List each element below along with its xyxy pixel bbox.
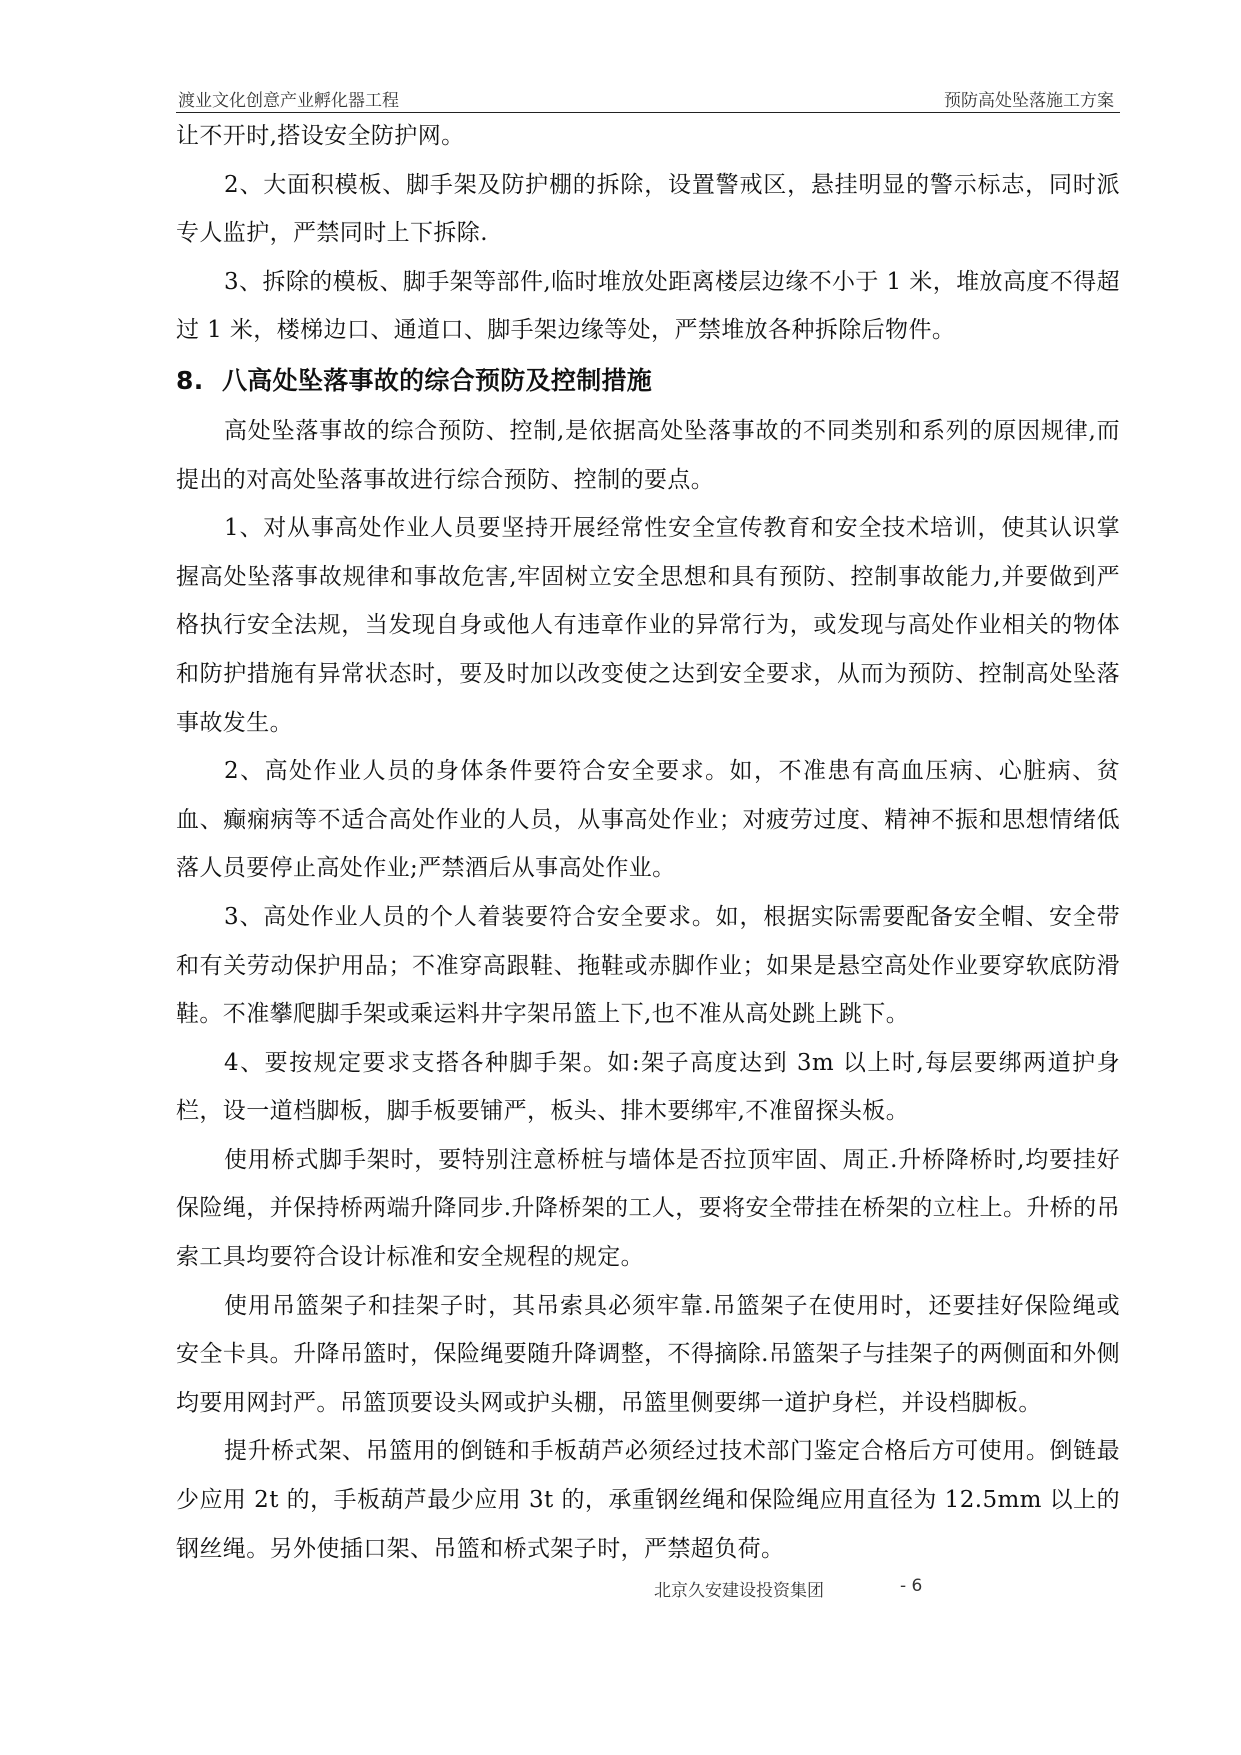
paragraph-measure-2: 2、高处作业人员的身体条件要符合安全要求。如，不准患有高血压病、心脏病、贫血、癫痫病等不适合高处作业的人员，从事高处作业；对疲劳过度、精神不振和思想情绪低落人员要停止高处作业;严禁酒后从事高处作业。 xyxy=(176,758,1120,882)
page-footer xyxy=(0,1576,1241,1606)
page-number: - 6 xyxy=(900,1576,923,1596)
section-number: 8. xyxy=(176,365,204,395)
page-header xyxy=(176,86,1120,113)
paragraph-hanging-basket: 使用吊篮架子和挂架子时，其吊索具必须牢靠.吊篮架子在使用时，还要挂好保险绳或安全卡具。升降吊篮时，保险绳要随升降调整，不得摘除.吊篮架子与挂架子的两侧面和外侧均要用网封严。吊篮顶要设头网或护头棚，吊篮里侧要绑一道护身栏，并设档脚板。 xyxy=(176,1292,1120,1416)
paragraph-measure-1: 1、对从事高处作业人员要坚持开展经常性安全宣传教育和安全技术培训，使其认识掌握高处坠落事故规律和事故危害,牢固树立安全思想和具有预防、控制事故能力,并要做到严格执行安全法规，当发现自身或他人有违章作业的异常行为，或发现与高处作业相关的物体和防护措施有异常状态时，要及时加以改变使之达到安全要求，从而为预防、控制高处坠落事故发生。 xyxy=(176,515,1120,736)
document-body xyxy=(176,112,1120,1573)
paragraph-continued: 让不开时,搭设安全防护网。 xyxy=(176,123,465,149)
section-title: 八高处坠落事故的综合预防及控制措施 xyxy=(222,365,653,395)
header-document-title: 预防高处坠落施工方案 xyxy=(944,91,1114,111)
section-heading xyxy=(176,355,1120,407)
paragraph-hoist-equipment: 提升桥式架、吊篮用的倒链和手板葫芦必须经过技术部门鉴定合格后方可使用。倒链最少应用 2t 的，手板葫芦最少应用 3t 的，承重钢丝绳和保险绳应用直径为 12.5mm 以上的钢丝绳。另外使插口架、吊篮和桥式架子时，严禁超负荷。 xyxy=(176,1438,1120,1562)
paragraph-measure-4: 4、要按规定要求支搭各种脚手架。如:架子高度达到 3m 以上时,每层要绑两道护身栏，设一道档脚板，脚手板要铺严，板头、排木要绑牢,不准留探头板。 xyxy=(176,1049,1120,1125)
paragraph-bridge-scaffold: 使用桥式脚手架时，要特别注意桥桩与墙体是否拉顶牢固、周正.升桥降桥时,均要挂好保险绳，并保持桥两端升降同步.升降桥架的工人，要将安全带挂在桥架的立柱上。升桥的吊索工具均要符合设计标准和安全规程的规定。 xyxy=(176,1146,1120,1271)
footer-company: 北京久安建设投资集团 xyxy=(654,1581,824,1601)
paragraph-measure-3: 3、高处作业人员的个人着装要符合安全要求。如，根据实际需要配备安全帽、安全带和有关劳动保护用品；不准穿高跟鞋、拖鞋或赤脚作业；如果是悬空高处作业要穿软底防滑鞋。不准攀爬脚手架或乘运料井字架吊篮上下,也不准从高处跳上跳下。 xyxy=(176,903,1120,1028)
paragraph-item-2: 2、大面积模板、脚手架及防护棚的拆除，设置警戒区，悬挂明显的警示标志，同时派专人监护，严禁同时上下拆除. xyxy=(176,171,1120,247)
paragraph-item-3: 3、拆除的模板、脚手架等部件,临时堆放处距离楼层边缘不小于 1 米，堆放高度不得超过 1 米，楼梯边口、通道口、脚手架边缘等处，严禁堆放各种拆除后物件。 xyxy=(176,268,1120,344)
paragraph-intro: 高处坠落事故的综合预防、控制,是依据高处坠落事故的不同类别和系列的原因规律,而提出的对高处坠落事故进行综合预防、控制的要点。 xyxy=(176,417,1120,493)
header-project-name: 渡业文化创意产业孵化器工程 xyxy=(178,91,399,111)
